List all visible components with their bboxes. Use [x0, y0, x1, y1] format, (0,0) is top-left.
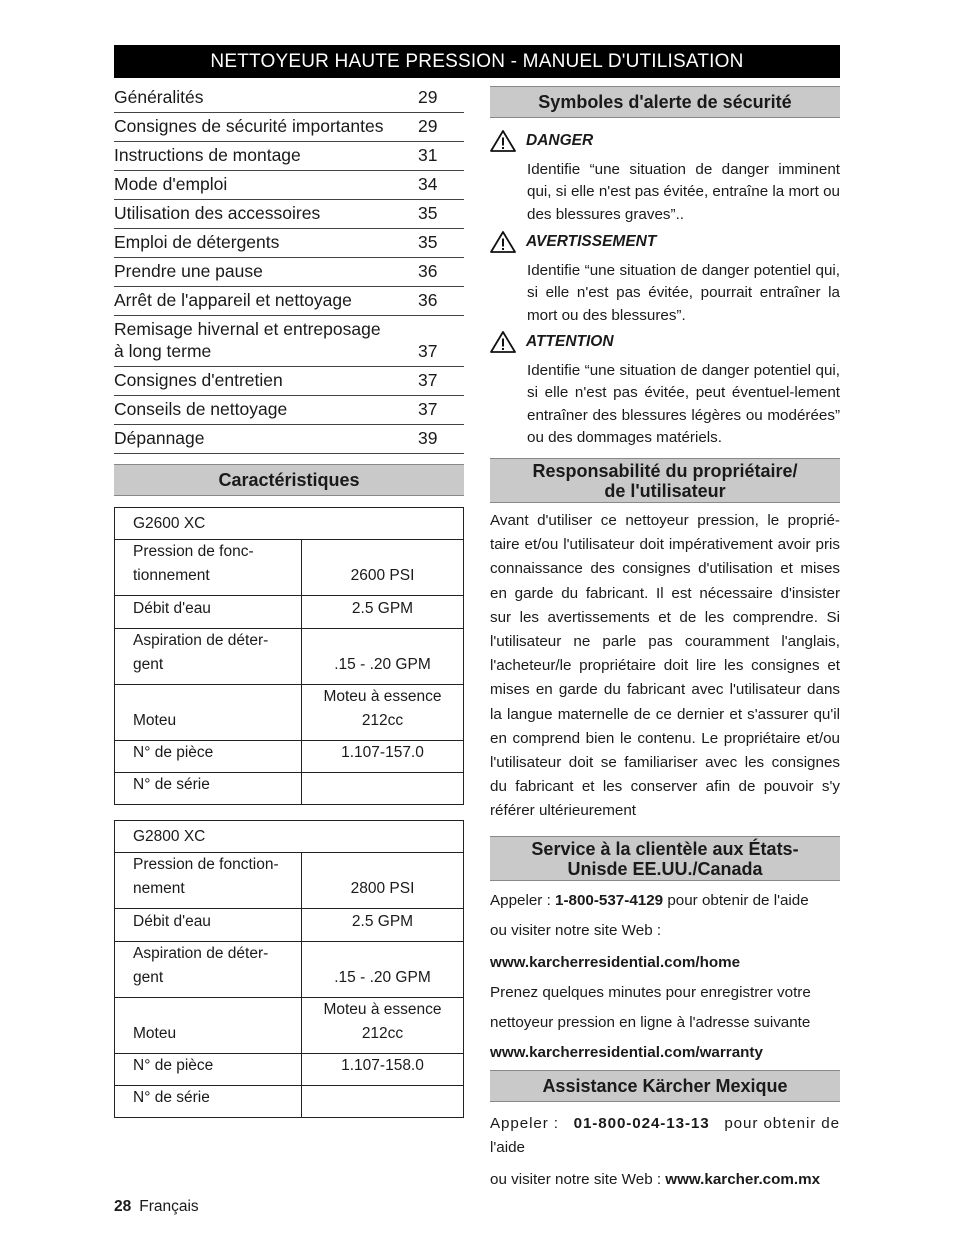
toc-item[interactable] — [114, 84, 464, 113]
table-row — [115, 540, 464, 596]
safety-heading: Symboles d'alerte de sécurité — [490, 86, 840, 118]
toc-page: 29 — [418, 87, 438, 107]
toc-item[interactable] — [114, 316, 464, 367]
owner-heading — [490, 458, 840, 503]
table-row — [115, 596, 464, 629]
spec-value: 2800 PSI — [302, 853, 464, 909]
url-warranty-link[interactable]: www.karcherresidential.com/warranty — [490, 1044, 763, 1061]
toc-title: Utilisation des accessoires — [114, 203, 321, 223]
table-row — [115, 942, 464, 998]
toc-item[interactable] — [114, 142, 464, 171]
url-home-link[interactable]: www.karcherresidential.com/home — [490, 954, 741, 971]
danger-label: DANGER — [526, 132, 594, 149]
spec-label: Moteu — [115, 998, 302, 1054]
spec-label: Pression de fonction- nement — [115, 853, 302, 909]
caution-block — [490, 331, 840, 449]
toc-item[interactable] — [114, 425, 464, 454]
toc-item[interactable] — [114, 171, 464, 200]
toc-title: Consignes de sécurité importantes — [114, 116, 384, 136]
toc-title: Mode d'emploi — [114, 174, 228, 194]
service-us-call: Appeler : 1-800-537-4129 pour obtenir de l'aide — [490, 892, 809, 909]
service-mx-heading: Assistance Kärcher Mexique — [490, 1070, 840, 1102]
spec-value: 1.107-157.0 — [302, 741, 464, 773]
spec-value: Moteu à essence 212cc — [302, 998, 464, 1054]
owner-text: Avant d'utiliser ce nettoyeur pression, le proprié-taire et/ou l'utilisateur doit impérativement avoir pris connaissance des consignes d'utilisation et mises en garde du fabricant. Il est nécessaire d'insister sur les avertissements et de les comprendre. Si l'utilisateur ne parle pas couramment l'anglais, l'acheteur/le propriétaire doit lire les consignes et mises en garde du fabricant avec l'utilisateur dans la langue maternelle de ce dernier et s'assurer qu'il en comprend bien le contenu. Le propriétaire et/ou l'utilisateur doit se familiariser avec les consignes du fabricant et les conserver afin de pouvoir s'y référer ultérieurement — [490, 512, 840, 820]
page-number: 28 — [114, 1198, 132, 1215]
toc-item[interactable] — [114, 396, 464, 425]
owner-heading-line2: de l'utilisateur — [604, 480, 726, 501]
table-row — [115, 853, 464, 909]
owner-heading-line1: Responsabilité du propriétaire/ — [532, 460, 798, 481]
toc-page: 36 — [418, 261, 438, 281]
spec-label: N° de série — [115, 1086, 302, 1118]
service-us-visit: ou visiter notre site Web : — [490, 922, 662, 939]
table-row — [115, 773, 464, 805]
toc-page: 37 — [418, 341, 438, 361]
phone-link[interactable]: 01-800-024-13-13 — [573, 1115, 710, 1132]
service-us-heading — [490, 836, 840, 881]
toc-title: Consignes d'entretien — [114, 370, 283, 390]
spec-label: Aspiration de déter- gent — [115, 629, 302, 685]
spec-label: Débit d'eau — [115, 596, 302, 629]
toc-item[interactable] — [114, 287, 464, 316]
spec-model: G2600 XC — [115, 508, 464, 540]
toc-title — [114, 318, 418, 362]
toc-item[interactable] — [114, 258, 464, 287]
toc-item[interactable] — [114, 200, 464, 229]
warning-label: AVERTISSEMENT — [526, 233, 657, 250]
spec-label: N° de pièce — [115, 1054, 302, 1086]
table-row — [115, 1086, 464, 1118]
service-mx-call-cont: l'aide — [490, 1139, 525, 1156]
toc-title-line2: à long terme — [114, 341, 212, 361]
spec-value: 2.5 GPM — [302, 596, 464, 629]
caution-label: ATTENTION — [526, 333, 614, 350]
caution-text: Identifie “une situation de danger potentiel qui, si elle n'est pas évitée, peut éventuel-lement entraîner des blessures légères ou modérées” ou des dommages matériels. — [527, 362, 840, 446]
toc-title: Prendre une pause — [114, 261, 263, 281]
warning-block — [490, 231, 840, 327]
toc-page: 39 — [418, 428, 438, 448]
toc-item[interactable] — [114, 367, 464, 396]
spec-label: Aspiration de déter- gent — [115, 942, 302, 998]
toc-page: 37 — [418, 370, 438, 390]
spec-label: Moteu — [115, 685, 302, 741]
page-header: NETTOYEUR HAUTE PRESSION - MANUEL D'UTILISATION — [114, 45, 840, 78]
spec-value: 1.107-158.0 — [302, 1054, 464, 1086]
spec-value — [302, 1086, 464, 1118]
spec-label: N° de série — [115, 773, 302, 805]
register-line1: Prenez quelques minutes pour enregistrer votre — [490, 984, 811, 1001]
toc-title: Arrêt de l'appareil et nettoyage — [114, 290, 352, 310]
spec-table-g2600 — [114, 507, 464, 805]
danger-text: Identifie “une situation de danger imminent qui, si elle n'est pas évitée, entraîne la mort ou des blessures graves”.. — [527, 161, 840, 223]
toc-page: 35 — [418, 232, 438, 252]
page-footer — [114, 1198, 199, 1216]
service-us-heading-line1: Service à la clientèle aux États- — [531, 838, 799, 859]
register-line2: nettoyeur pression en ligne à l'adresse suivante — [490, 1014, 811, 1031]
table-row — [115, 685, 464, 741]
toc-title: Emploi de détergents — [114, 232, 280, 252]
toc-title-line1: Remisage hivernal et entreposage — [114, 319, 381, 339]
table-row — [115, 998, 464, 1054]
toc-title: Conseils de nettoyage — [114, 399, 288, 419]
spec-value: Moteu à essence 212cc — [302, 685, 464, 741]
warning-triangle-icon — [490, 331, 516, 353]
toc-page: 29 — [418, 116, 438, 136]
toc-page: 36 — [418, 290, 438, 310]
spec-value: .15 - .20 GPM — [302, 942, 464, 998]
service-mx-call: Appeler : 01-800-024-13-13 pour obtenir de — [490, 1115, 840, 1132]
service-mx-visit: ou visiter notre site Web : www.karcher.com.mx — [490, 1171, 821, 1188]
url-mx-link[interactable]: www.karcher.com.mx — [665, 1171, 821, 1188]
service-us-heading-line2: Unisde EE.UU./Canada — [567, 858, 763, 879]
footer-language: Français — [139, 1198, 199, 1215]
warning-text: Identifie “une situation de danger potentiel qui, si elle n'est pas évitée, pourrait entraîner la mort ou des blessures”. — [527, 262, 840, 324]
toc-item[interactable] — [114, 113, 464, 142]
table-row — [115, 741, 464, 773]
spec-label: N° de pièce — [115, 741, 302, 773]
specs-heading: Caractéristiques — [114, 464, 464, 496]
spec-label: Pression de fonc- tionnement — [115, 540, 302, 596]
spec-label: Débit d'eau — [115, 909, 302, 942]
toc-page: 31 — [418, 145, 438, 165]
toc-title: Dépannage — [114, 428, 205, 448]
toc-page: 35 — [418, 203, 438, 223]
spec-model: G2800 XC — [115, 821, 464, 853]
danger-block — [490, 130, 840, 226]
spec-table-g2800 — [114, 820, 464, 1118]
phone-link[interactable]: 1-800-537-4129 — [555, 892, 664, 909]
table-row — [115, 909, 464, 942]
table-row — [115, 629, 464, 685]
warning-triangle-icon — [490, 231, 516, 253]
table-row — [115, 1054, 464, 1086]
toc-title: Généralités — [114, 87, 204, 107]
spec-value: 2.5 GPM — [302, 909, 464, 942]
spec-value: 2600 PSI — [302, 540, 464, 596]
toc-page: 34 — [418, 174, 438, 194]
spec-value: .15 - .20 GPM — [302, 629, 464, 685]
toc-item[interactable] — [114, 229, 464, 258]
warning-triangle-icon — [490, 130, 516, 152]
table-of-contents — [114, 84, 464, 454]
toc-page: 37 — [418, 399, 438, 419]
toc-title: Instructions de montage — [114, 145, 301, 165]
spec-value — [302, 773, 464, 805]
